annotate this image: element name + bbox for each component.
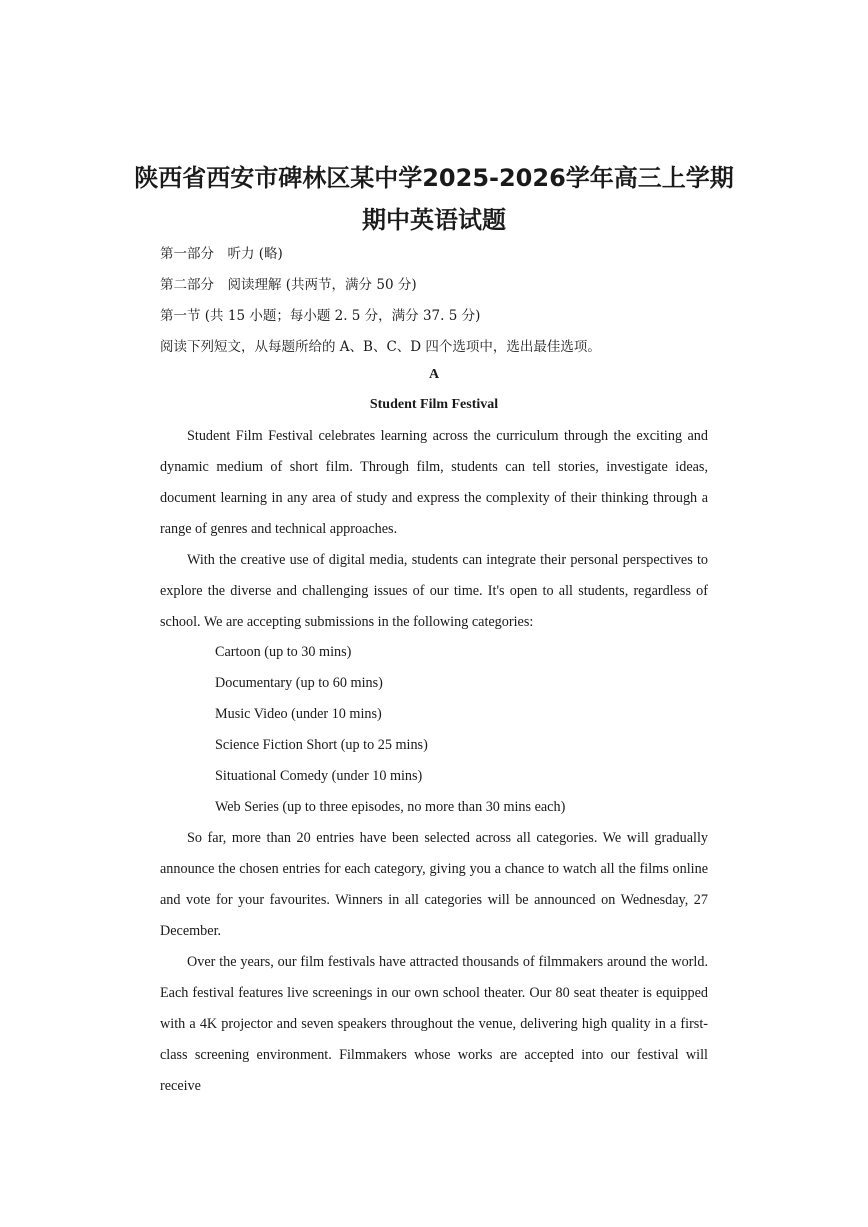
category-item: Documentary (up to 60 mins)	[215, 675, 383, 691]
category-item: Science Fiction Short (up to 25 mins)	[215, 737, 428, 753]
passage-label: A	[428, 367, 440, 382]
passage-title: Student Film Festival	[369, 397, 499, 412]
part-2-heading: 第二部分 阅读理解 (共两节，满分 50 分)	[160, 277, 417, 293]
category-item: Music Video (under 10 mins)	[215, 706, 382, 722]
exam-title-line-1: 陕西省西安市碑林区某中学2025-2026学年高三上学期	[134, 164, 734, 192]
exam-title-line-2: 期中英语试题	[362, 206, 506, 234]
category-list	[215, 637, 565, 823]
passage-paragraph-3: So far, more than 20 entries have been selected across all categories. We will gradually announce the chosen entries for each category, giving you a chance to watch all the films online and vote for your favourites. Winners in all categories will be announced on Wednesday, 27 December.	[160, 830, 708, 939]
category-item: Situational Comedy (under 10 mins)	[215, 768, 423, 784]
section-1-heading: 第一节 (共 15 小题；每小题 2. 5 分，满分 37. 5 分)	[160, 308, 481, 324]
category-item: Web Series (up to three episodes, no more than 30 mins each)	[215, 799, 566, 815]
part-1-heading: 第一部分 听力 (略)	[160, 246, 283, 262]
category-item: Cartoon (up to 30 mins)	[215, 644, 352, 660]
passage-paragraph-4: Over the years, our film festivals have attracted thousands of filmmakers around the world. Each festival features live screenings in our own school theater. Our 80 seat theater is equipped with a 4K projector and seven speakers throughout the venue, delivering high quality in a first-class screening environment. Filmmakers whose works are accepted into our festival will receive	[160, 954, 708, 1094]
passage-paragraph-2: With the creative use of digital media, students can integrate their personal perspectives to explore the diverse and challenging issues of our time. It's open to all students, regardless of school. We are accepting submissions in the following categories:	[160, 552, 708, 630]
passage-paragraph-1: Student Film Festival celebrates learning across the curriculum through the exciting and dynamic medium of short film. Through film, students can tell stories, investigate ideas, document learning in any area of study and express the complexity of their thinking through a range of genres and technical approaches.	[160, 428, 708, 537]
instructions: 阅读下列短文，从每题所给的 A、B、C、D 四个选项中，选出最佳选项。	[160, 339, 601, 355]
